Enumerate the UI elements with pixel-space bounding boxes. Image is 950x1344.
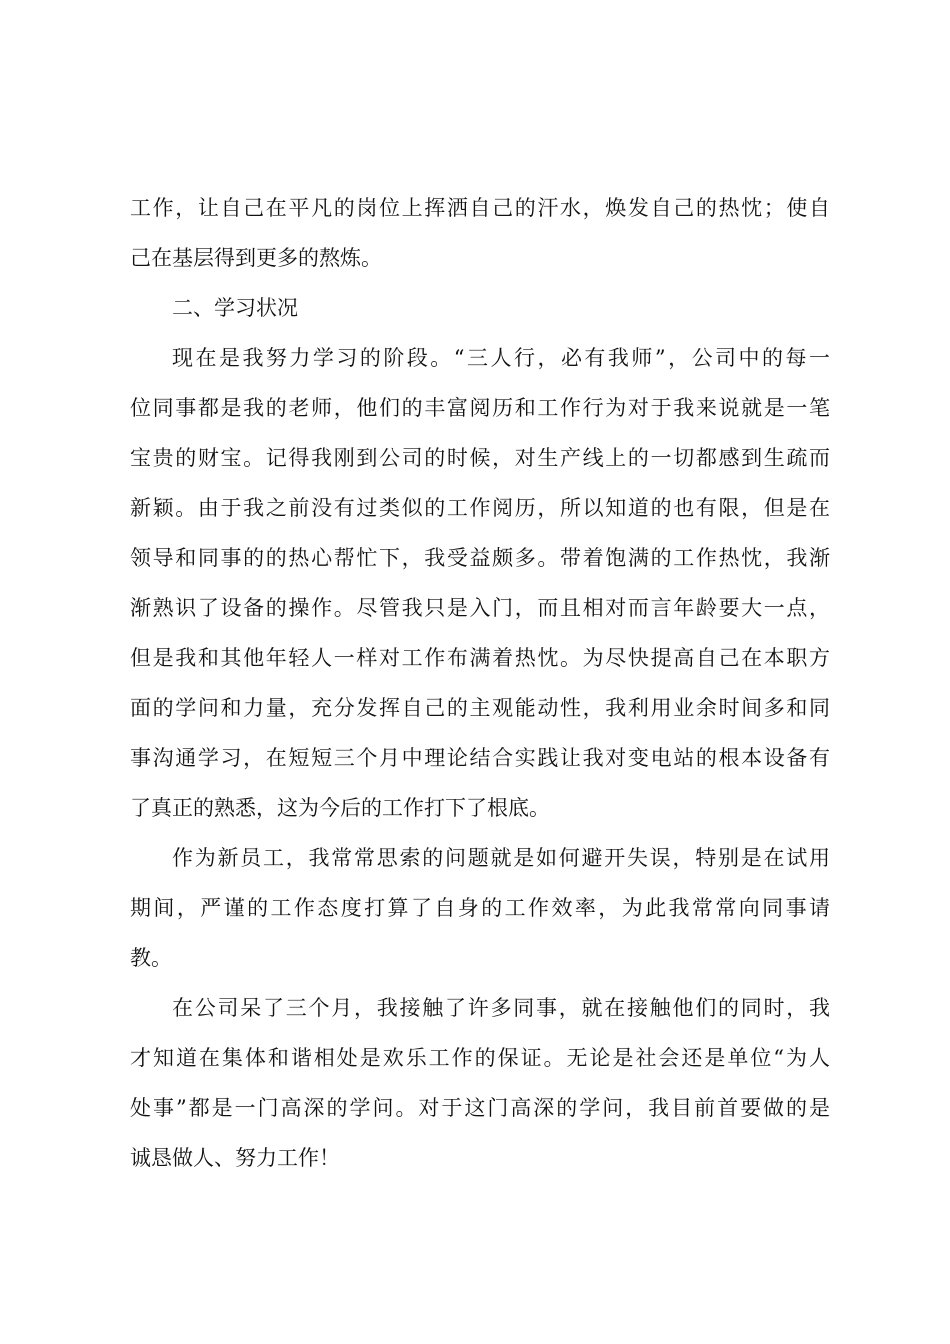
paragraph-line: 期间，严谨的工作态度打算了自身的工作效率，为此我常常向同事请: [130, 896, 830, 920]
paragraph-line: 作为新员工，我常常思索的问题就是如何避开失误，特别是在试用: [172, 846, 830, 870]
paragraph-line: 己在基层得到更多的熬炼。: [130, 246, 382, 270]
paragraph-line: 在公司呆了三个月，我接触了许多同事，就在接触他们的同时，我: [172, 996, 830, 1020]
paragraph-line: 面的学问和力量，充分发挥自己的主观能动性，我利用业余时间多和同: [130, 696, 830, 720]
paragraph-line: 但是我和其他年轻人一样对工作布满着热忱。为尽快提高自己在本职方: [130, 646, 830, 670]
paragraph-line: 工作，让自己在平凡的岗位上挥洒自己的汗水，焕发自己的热忱；使自: [130, 196, 830, 220]
paragraph-line: 诚恳做人、努力工作！: [130, 1146, 340, 1170]
paragraph-line: 新颖。由于我之前没有过类似的工作阅历，所以知道的也有限，但是在: [130, 496, 830, 520]
paragraph-line: 事沟通学习，在短短三个月中理论结合实践让我对变电站的根本设备有: [130, 746, 830, 770]
paragraph-line: 领导和同事的的热心帮忙下，我受益颇多。带着饱满的工作热忱，我渐: [130, 546, 830, 570]
paragraph-line: 渐熟识了设备的操作。尽管我只是入门，而且相对而言年龄要大一点，: [130, 596, 830, 620]
paragraph-line: 才知道在集体和谐相处是欢乐工作的保证。无论是社会还是单位“为人: [130, 1046, 830, 1070]
paragraph-line: 处事”都是一门高深的学问。对于这门高深的学问，我目前首要做的是: [130, 1096, 830, 1120]
paragraph-line: 现在是我努力学习的阶段。“三人行，必有我师”，公司中的每一: [172, 346, 830, 370]
paragraph-line: 教。: [130, 946, 172, 970]
paragraph-line: 位同事都是我的老师，他们的丰富阅历和工作行为对于我来说就是一笔: [130, 396, 830, 420]
paragraph-line: 宝贵的财宝。记得我刚到公司的时候，对生产线上的一切都感到生疏而: [130, 446, 830, 470]
section-heading: 二、学习状况: [172, 296, 298, 320]
paragraph-line: 了真正的熟悉，这为今后的工作打下了根底。: [130, 796, 550, 820]
